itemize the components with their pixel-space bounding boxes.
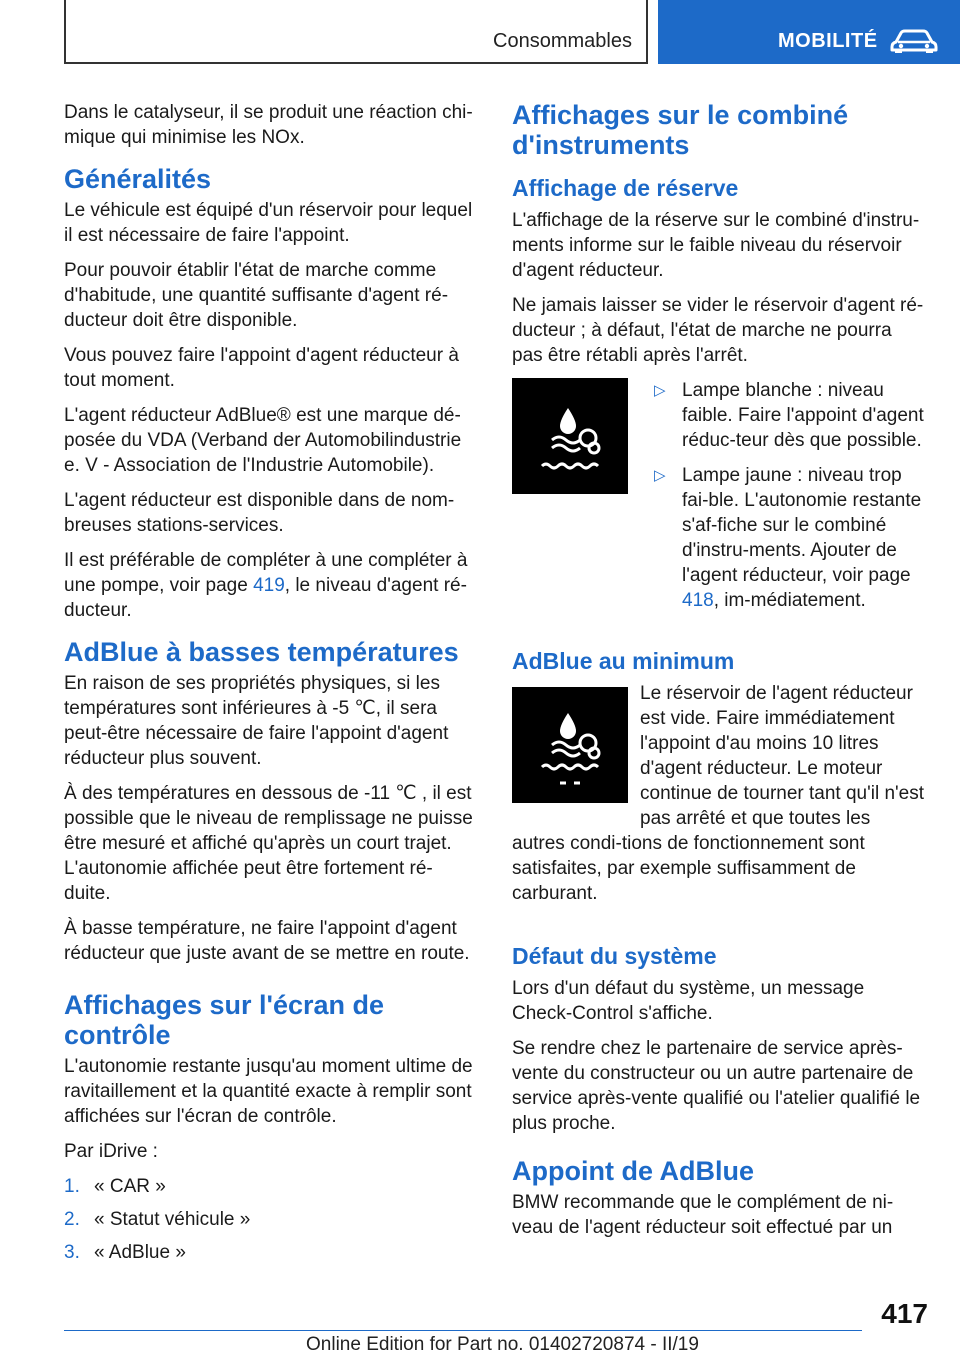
bullet-text: Lampe blanche : niveau faible. Faire l'appoint d'agent réduc-teur dès que possible. [682, 380, 924, 451]
section-title: Consommables [493, 30, 632, 52]
heading-screen: Affichages sur l'écran de contrôle [64, 990, 385, 1050]
footer-divider [64, 1330, 862, 1331]
left-column [64, 100, 478, 1273]
fault-p2: Se rendre chez le partenaire de service après-vente du constructeur ou un autre partenaire de service après-vente qualifié ou l'atelier qualifié le plus proche. [512, 1038, 921, 1134]
general-p4: L'agent réducteur AdBlue® est une marque dé-posée du VDA (Verband der Automobilindustrie e. V - Association de l'Industrie Automobile). [64, 405, 462, 476]
triangle-bullet-icon: ▷ [654, 382, 666, 399]
triangle-bullet-icon: ▷ [654, 467, 666, 484]
screen-p2: Par iDrive : [64, 1141, 158, 1162]
car-icon [890, 28, 938, 54]
low-temp-p1: En raison de ses propriétés physiques, si les températures sont inférieures à -5 ℃, il sera peut-être nécessaire de faire l'appoint d'agent réducteur plus souvent. [64, 673, 449, 769]
right-column [512, 100, 926, 1250]
low-temp-p2: À des températures en dessous de -11 ℃ , il est possible que le niveau de remplissage ne puisse être mesuré et affiché qu'après un court trajet. L'autonomie affichée peut être fortement ré-duite. [64, 783, 473, 904]
bullet-text-end: , im-médiatement. [713, 590, 866, 611]
list-item [652, 378, 926, 453]
bullet-text: Lampe jaune : niveau trop fai-ble. L'autonomie restante s'af-fiche sur le combiné d'instru-ments. Ajouter de l'agent réducteur, voir page [682, 465, 922, 586]
step-text: « Statut véhicule » [94, 1209, 251, 1230]
general-p2: Pour pouvoir établir l'état de marche comme d'habitude, une quantité suffisante d'agent ré-ducteur doit être disponible. [64, 260, 449, 331]
refill-p1: BMW recommande que le complément de ni-veau de l'agent réducteur soit effectué par un [512, 1192, 894, 1238]
general-p6-text: Il est préférable de compléter à une compléter à une pompe, voir page [64, 550, 468, 596]
adblue-empty-icon [512, 687, 628, 803]
header-section-tab [64, 0, 648, 64]
heading-fault: Défaut du système [512, 943, 717, 969]
adblue-warning-icon [512, 378, 628, 494]
list-item [64, 1174, 478, 1199]
reserve-indicator-row [512, 378, 926, 623]
chapter-title: MOBILITÉ [778, 30, 878, 52]
fault-p1: Lors d'un défaut du système, un message Check-Control s'affiche. [512, 978, 865, 1024]
list-item [652, 463, 926, 613]
minimum-p1: Le réservoir de l'agent réducteur est vide. Faire immédiatement l'appoint d'au moins 10 litres d'agent réducteur. Le moteur continue de tourner tant qu'il n'est pas arrêté et que toutes les autres condi-tions de fonctionnement sont satisfaites, par exemple suffisamment de carburant. [512, 683, 924, 904]
reserve-p1: L'affichage de la réserve sur le combiné d'instru-ments informe sur le faible niveau du réservoir d'agent réducteur. [512, 210, 920, 281]
heading-minimum: AdBlue au minimum [512, 648, 735, 674]
page-number: 417 [881, 1298, 928, 1329]
reserve-bullets [652, 378, 926, 623]
page-link-418[interactable]: 418 [682, 590, 714, 611]
heading-reserve: Affichage de réserve [512, 175, 739, 201]
general-p6-text-end: , le niveau d'agent ré-ducteur. [64, 575, 467, 621]
edition-note: Online Edition for Part no. 01402720874 - II/19 [306, 1334, 699, 1355]
heading-refill: Appoint de AdBlue [512, 1156, 754, 1186]
general-p1: Le véhicule est équipé d'un réservoir pour lequel il est nécessaire de faire l'appoint. [64, 200, 473, 246]
step-text: « CAR » [94, 1176, 166, 1197]
general-p6 [64, 548, 478, 623]
heading-low-temp: AdBlue à basses températures [64, 637, 459, 667]
page-link-419[interactable]: 419 [253, 575, 285, 596]
low-temp-p3: À basse température, ne faire l'appoint d'agent réducteur que juste avant de se mettre en route. [64, 918, 470, 964]
step-number: 1. [64, 1176, 80, 1197]
heading-general: Généralités [64, 164, 212, 194]
general-p5: L'agent réducteur est disponible dans de nom-breuses stations-services. [64, 490, 455, 536]
minimum-block [512, 681, 926, 916]
list-item [64, 1240, 478, 1265]
list-item [64, 1207, 478, 1232]
step-text: « AdBlue » [94, 1242, 186, 1263]
step-number: 2. [64, 1209, 80, 1230]
general-p3: Vous pouvez faire l'appoint d'agent réducteur à tout moment. [64, 345, 459, 391]
idrive-steps [64, 1174, 478, 1265]
step-number: 3. [64, 1242, 80, 1263]
intro-paragraph: Dans le catalyseur, il se produit une réaction chi-mique qui minimise les NOx. [64, 102, 473, 148]
heading-cluster: Affichages sur le combiné d'instruments [512, 100, 849, 160]
reserve-p2: Ne jamais laisser se vider le réservoir d'agent ré-ducteur ; à défaut, l'état de marche ne pourra pas être rétabli après l'arrêt. [512, 295, 924, 366]
screen-p1: L'autonomie restante jusqu'au moment ultime de ravitaillement et la quantité exacte à remplir sont affichées sur l'écran de contrôle. [64, 1056, 473, 1127]
header-chapter-tab [658, 0, 960, 64]
